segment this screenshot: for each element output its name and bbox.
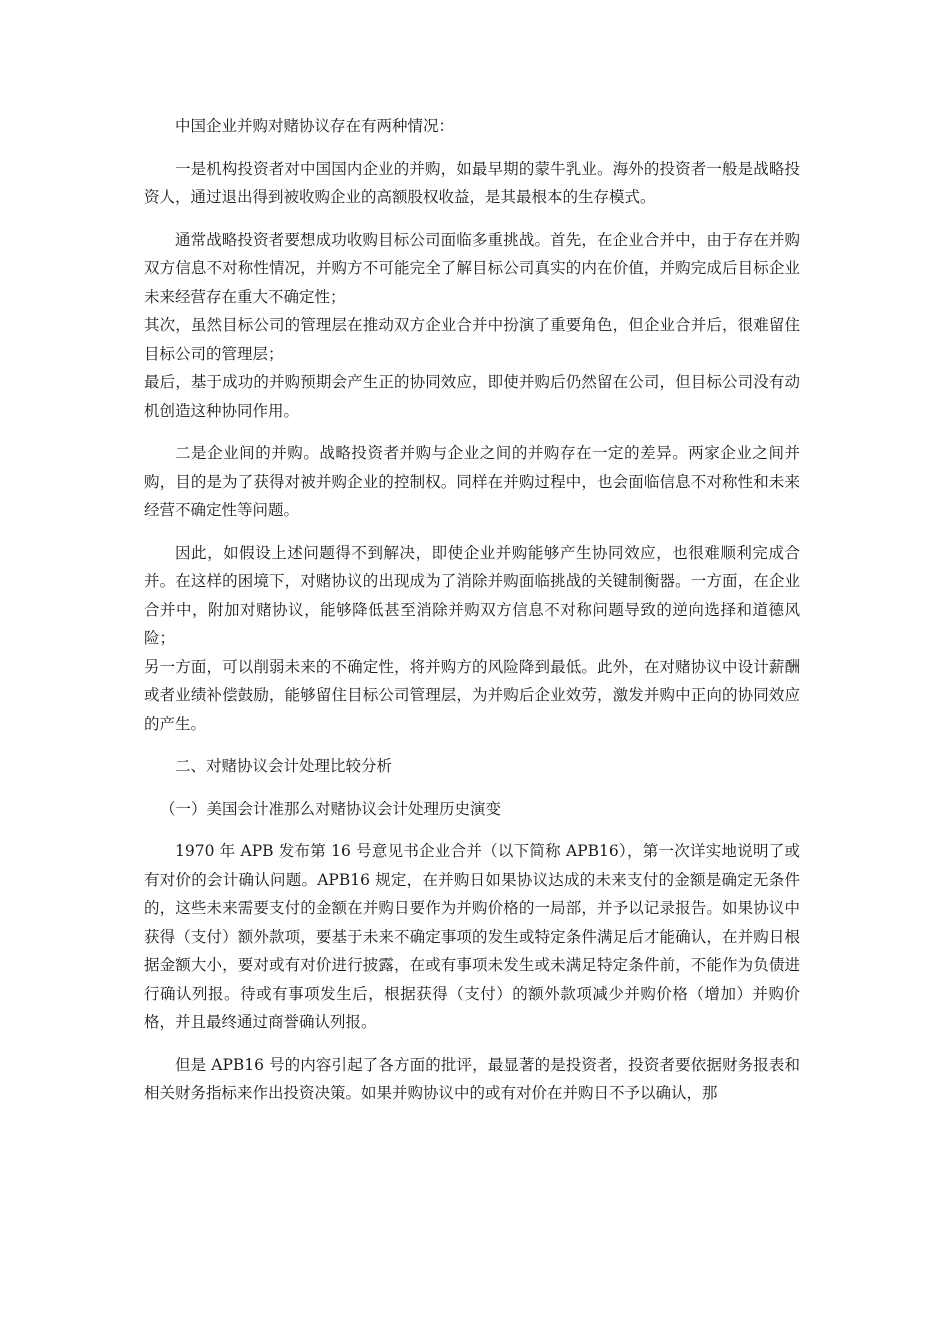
paragraph-therefore: 因此，如假设上述问题得不到解决，即使企业并购能够产生协同效应，也很难顺利完成合并。在这样的困境下，对赌协议的出现成为了消除并购面临挑战的关键制衡器。一方面，在企业合并中，附加对赌协议，能够降低甚至消除并购双方信息不对称问题导致的逆向选择和道德风险；: [144, 543, 800, 647]
paragraph-challenges-last: 最后，基于成功的并购预期会产生正的协同效应，即使并购后仍然留在公司，但目标公司没有动机创造这种协同作用。: [144, 373, 800, 420]
section-heading: 二、对赌协议会计处理比较分析: [175, 757, 393, 775]
paragraph-case-two: 二是企业间的并购。战略投资者并购与企业之间的并购存在一定的差异。两家企业之间并购，目的是为了获得对被并购企业的控制权。同样在并购过程中，也会面临信息不对称性和未来经营不确定性等问题。: [144, 444, 800, 519]
subsection-heading: （一）美国会计准那么对赌协议会计处理历史演变: [160, 799, 502, 818]
paragraph-challenges-second: 其次，虽然目标公司的管理层在推动双方企业合并中扮演了重要角色，但企业合并后，很难留住目标公司的管理层；: [144, 316, 800, 363]
paragraph-other-hand: 另一方面，可以削弱未来的不确定性，将并购方的风险降到最低。此外，在对赌协议中设计薪酬或者业绩补偿鼓励，能够留住目标公司管理层，为并购后企业效劳，激发并购中正向的协同效应的产生。: [144, 657, 800, 733]
paragraph-challenges-first: 通常战略投资者要想成功收购目标公司面临多重挑战。首先，在企业合并中，由于存在并购双方信息不对称性情况，并购方不可能完全了解目标公司真实的内在价值，并购完成后目标企业未来经营存在重大不确定性；: [144, 230, 800, 306]
paragraph-apb16-criticism: 但是 APB16 号的内容引起了各方面的批评，最显著的是投资者，投资者要依据财务报表和相关财务指标来作出投资决策。如果并购协议中的或有对价在并购日不予以确认，那: [144, 1055, 800, 1102]
paragraph-case-one: 一是机构投资者对中国国内企业的并购，如最早期的蒙牛乳业。海外的投资者一般是战略投资人，通过退出得到被收购企业的高额股权收益，是其最根本的生存模式。: [144, 159, 800, 206]
paragraph-apb16-history: 1970 年 APB 发布第 16 号意见书企业合并（以下简称 APB16），第一次详实地说明了或有对价的会计确认问题。APB16 规定，在并购日如果协议达成的未来支付的金额是确定无条件的，这些未来需要支付的金额在并购日要作为并购价格的一局部，并予以记录报告。如果协议中获得（支付）额外款项，要基于未来不确定事项的发生或特定条件满足后才能确认，在并购日根据金额大小，要对或有对价进行披露，在或有事项未发生或未满足特定条件前，不能作为负债进行确认列报。待或有事项发生后，根据获得（支付）的额外款项减少并购价格（增加）并购价格，并且最终通过商誉确认列报。: [144, 842, 800, 1031]
paragraph-intro: 中国企业并购对赌协议存在有两种情况：: [175, 117, 455, 135]
document-body: [144, 112, 800, 1122]
